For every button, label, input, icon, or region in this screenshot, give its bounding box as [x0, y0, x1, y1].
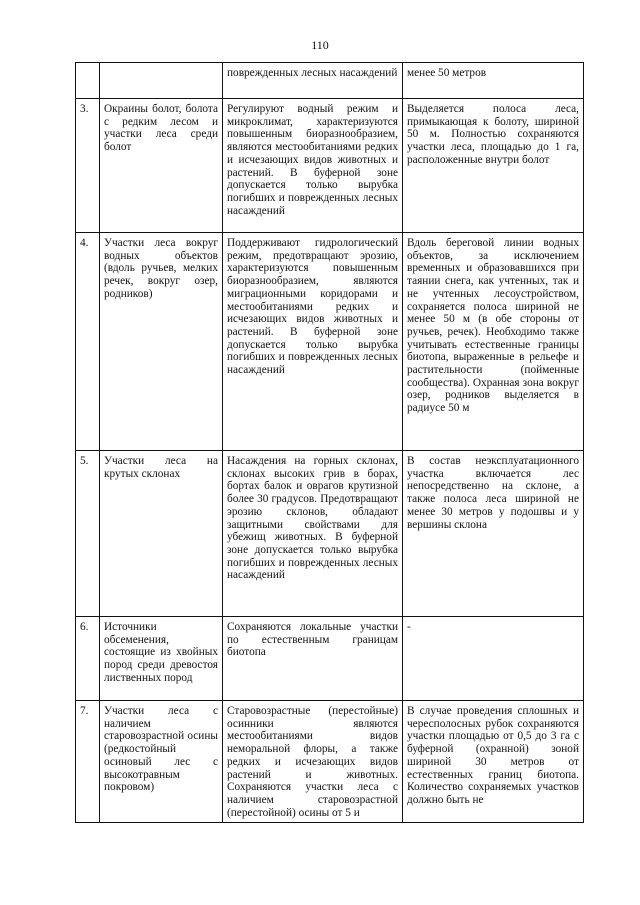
- plot-type-cell: Участки леса вокруг водных объектов (вдоль ручьев, мелких речек, вокруг озер, родников): [100, 233, 223, 451]
- row-number: 4.: [76, 233, 100, 451]
- characteristic-cell: Поддерживают гидрологический режим, предотвращают эрозию, характеризуются повышенным биоразнообразием, являются миграционными коридорами и местообитаниями редких и исчезающих видов животных и растений. В буферной зоне допускается только вырубка погибших и поврежденных лесных насаждений: [223, 233, 403, 451]
- plot-type-cell: Участки леса на крутых склонах: [100, 451, 223, 617]
- row-number: 3.: [76, 99, 100, 233]
- table-row: [76, 617, 584, 701]
- characteristic-cell: Старовозрастные (перестойные) осинники являются местообитаниями видов неморальной флоры, а также редких и исчезающих видов растений и животных. Сохраняются участки леса с наличием старовозрастной (перестойной) осины от 5 и: [223, 701, 403, 823]
- table-row: [76, 233, 584, 451]
- row-number: 7.: [76, 701, 100, 823]
- plot-type-cell: Источники обсеменения, состоящие из хвойных пород среди древостоя лиственных пород: [100, 617, 223, 701]
- row-number: 6.: [76, 617, 100, 701]
- plot-type-cell: Участки леса с наличием старовозрастной осины (редкостойный осиновый лес с высокотравным покровом): [100, 701, 223, 823]
- measures-cell: менее 50 метров: [403, 63, 584, 99]
- forest-plots-table: [75, 62, 584, 823]
- row-number: 5.: [76, 451, 100, 617]
- table-row: [76, 63, 584, 99]
- plot-type-cell: Окраины болот, болота с редким лесом и участки леса среди болот: [100, 99, 223, 233]
- measures-cell: Вдоль береговой линии водных объектов, за исключением временных и образовавшихся при таянии снега, как учтенных, так и не учтенных лесоустройством, сохраняется полоса шириной не менее 50 м (в обе стороны от ручьев, речек). Необходимо также учитывать естественные границы биотопа, выраженные в рельефе и растительности (пойменные сообщества). Охранная зона вокруг озер, родников выделяется в радиусе 50 м: [403, 233, 584, 451]
- measures-cell: В состав неэксплуатационного участка включается лес непосредственно на склоне, а также полоса леса шириной не менее 30 метров у подошвы и у вершины склона: [403, 451, 584, 617]
- page-number: 110: [311, 38, 329, 52]
- table-row: [76, 701, 584, 823]
- characteristic-cell: Регулируют водный режим и микроклимат, характеризуются повышенным биоразнообразием, являются местообитаниями редких и исчезающих видов животных и растений. В буферной зоне допускается только вырубка погибших и поврежденных лесных насаждений: [223, 99, 403, 233]
- measures-cell: Выделяется полоса леса, примыкающая к болоту, шириной 50 м. Полностью сохраняются участки леса, площадью до 1 га, расположенные внутри болот: [403, 99, 584, 233]
- table-row: [76, 451, 584, 617]
- characteristic-cell: Насаждения на горных склонах, склонах высоких грив в борах, бортах балок и оврагов крутизной более 30 градусов. Предотвращают эрозию склонов, обладают защитными свойствами для убежищ животных. В буферной зоне допускается только вырубка погибших и поврежденных лесных насаждений: [223, 451, 403, 617]
- plot-type-cell: [100, 63, 223, 99]
- characteristic-cell: Сохраняются локальные участки по естественным границам биотопа: [223, 617, 403, 701]
- table-row: [76, 99, 584, 233]
- row-number: [76, 63, 100, 99]
- measures-cell: В случае проведения сплошных и чересполосных рубок сохраняются участки площадью от 0,5 до 3 га с буферной (охранной) зоной шириной 30 метров от естественных границ биотопа. Количество сохраняемых участков должно быть не: [403, 701, 584, 823]
- measures-cell: -: [403, 617, 584, 701]
- characteristic-cell: поврежденных лесных насаждений: [223, 63, 403, 99]
